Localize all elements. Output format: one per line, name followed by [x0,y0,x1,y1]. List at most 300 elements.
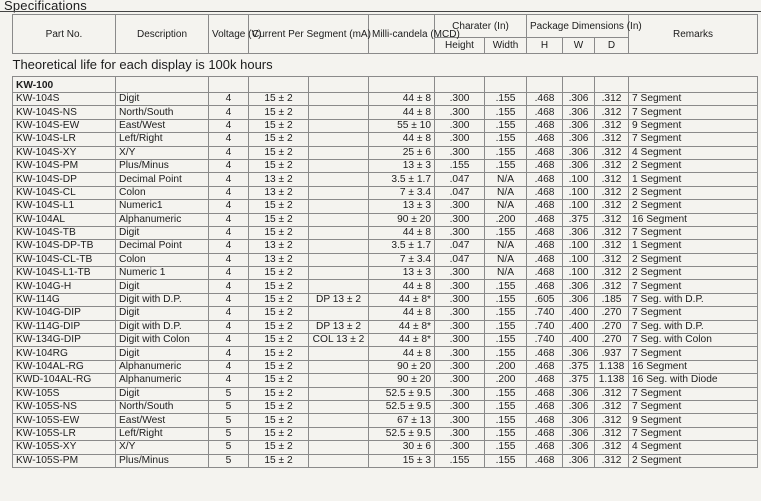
cell-millicandela: 67 ± 13 [369,414,435,427]
header-char-height: Height [435,38,485,54]
cell-description: North/South [116,400,209,413]
cell-char-height: .300 [435,427,485,440]
header-remarks: Remarks [629,15,758,54]
cell-char-width: .155 [485,387,527,400]
cell-package-d: .312 [595,267,629,280]
cell-remarks: 7 Seg. with Colon [629,334,758,347]
table-row [13,186,758,199]
cell-millicandela: 90 ± 20 [369,374,435,387]
cell-current: 15 ± 2 [249,320,309,333]
cell-package-d: .312 [595,186,629,199]
cell-description: Decimal Point [116,173,209,186]
cell-voltage: 4 [209,200,249,213]
cell-part-no: KW-104RG [13,347,116,360]
cell-package-w: .400 [563,307,595,320]
cell-remarks: 7 Segment [629,400,758,413]
cell-package-h: .468 [527,427,563,440]
cell-description: East/West [116,119,209,132]
cell-package-h: .740 [527,307,563,320]
cell-description: Digit [116,93,209,106]
cell-package-h: .468 [527,454,563,467]
cell-remarks: 2 Segment [629,454,758,467]
cell-package-h: .468 [527,240,563,253]
cell-part-no: KW-104S-PM [13,159,116,172]
cell-millicandela: 52.5 ± 9.5 [369,400,435,413]
cell-char-height: .300 [435,334,485,347]
cell-part-no: KW-104AL-RG [13,360,116,373]
cell-voltage: 5 [209,441,249,454]
header-part-no: Part No. [13,15,116,54]
cell-description: East/West [116,414,209,427]
cell-current: 15 ± 2 [249,441,309,454]
cell-char-height: .300 [435,133,485,146]
cell-current: 15 ± 2 [249,213,309,226]
cell-package-d: .312 [595,93,629,106]
cell-char-height: .047 [435,253,485,266]
cell-current-extra [309,106,369,119]
cell-current-extra [309,173,369,186]
cell-part-no: KW-104G-DIP [13,307,116,320]
header-millicandela: Milli-candela (MCD) [369,15,435,54]
cell-description: Left/Right [116,133,209,146]
cell-millicandela: 30 ± 6 [369,441,435,454]
cell-millicandela: 52.5 ± 9.5 [369,427,435,440]
cell-package-w: .306 [563,293,595,306]
cell-package-h: .468 [527,133,563,146]
cell-description: North/South [116,106,209,119]
cell-package-w: .306 [563,159,595,172]
cell-millicandela: 44 ± 8* [369,293,435,306]
cell-package-d: .312 [595,454,629,467]
cell-package-d: .270 [595,334,629,347]
cell-char-width: .200 [485,360,527,373]
cell-char-height: .300 [435,119,485,132]
cell-char-width: .155 [485,93,527,106]
cell-char-width: N/A [485,200,527,213]
cell-package-h: .468 [527,146,563,159]
cell-current: 15 ± 2 [249,293,309,306]
cell-char-width: .155 [485,347,527,360]
header-package-d: D [595,38,629,54]
cell-current-extra [309,159,369,172]
cell-current: 15 ± 2 [249,347,309,360]
cell-package-h: .605 [527,293,563,306]
cell-part-no: KW-114G [13,293,116,306]
cell-char-height: .155 [435,159,485,172]
cell-package-h: .468 [527,173,563,186]
cell-description: Digit [116,226,209,239]
table-row [13,200,758,213]
cell-current: 15 ± 2 [249,280,309,293]
cell-current-extra [309,280,369,293]
cell-millicandela: 44 ± 8 [369,93,435,106]
cell-char-height: .300 [435,93,485,106]
cell-voltage: 4 [209,253,249,266]
cell-package-h: .468 [527,267,563,280]
table-row [13,307,758,320]
series-label: KW-100 [13,77,116,93]
page-title: Specifications [4,0,88,13]
cell-package-w: .100 [563,200,595,213]
table-row [13,93,758,106]
cell-remarks: 7 Segment [629,347,758,360]
cell-remarks: 9 Segment [629,119,758,132]
cell-char-width: .155 [485,159,527,172]
cell-char-height: .300 [435,267,485,280]
cell-package-h: .468 [527,387,563,400]
cell-millicandela: 7 ± 3.4 [369,186,435,199]
table-row [13,253,758,266]
cell-millicandela: 90 ± 20 [369,360,435,373]
cell-description: Decimal Point [116,240,209,253]
cell-voltage: 5 [209,400,249,413]
cell-voltage: 4 [209,374,249,387]
cell-current: 15 ± 2 [249,334,309,347]
cell-current-extra: DP 13 ± 2 [309,320,369,333]
cell-current: 15 ± 2 [249,106,309,119]
cell-millicandela: 44 ± 8 [369,280,435,293]
cell-current-extra [309,441,369,454]
cell-char-width: .155 [485,454,527,467]
cell-part-no: KW-105S-PM [13,454,116,467]
cell-package-h: .468 [527,159,563,172]
cell-current-extra [309,374,369,387]
cell-current: 13 ± 2 [249,240,309,253]
cell-char-height: .300 [435,387,485,400]
cell-char-width: .155 [485,320,527,333]
cell-package-w: .375 [563,374,595,387]
cell-part-no: KW-104S [13,93,116,106]
cell-package-w: .400 [563,320,595,333]
cell-package-w: .100 [563,253,595,266]
cell-package-d: .270 [595,307,629,320]
cell-char-width: .155 [485,280,527,293]
cell-package-w: .306 [563,226,595,239]
cell-current-extra [309,240,369,253]
cell-current: 13 ± 2 [249,253,309,266]
cell-millicandela: 44 ± 8 [369,347,435,360]
cell-package-w: .306 [563,347,595,360]
cell-char-height: .300 [435,226,485,239]
cell-char-height: .300 [435,414,485,427]
cell-part-no: KW-104S-L1-TB [13,267,116,280]
cell-package-h: .468 [527,360,563,373]
cell-current: 15 ± 2 [249,159,309,172]
cell-millicandela: 25 ± 6 [369,146,435,159]
cell-char-height: .047 [435,240,485,253]
cell-current: 15 ± 2 [249,427,309,440]
cell-current-extra: DP 13 ± 2 [309,293,369,306]
cell-char-height: .300 [435,320,485,333]
cell-current-extra [309,360,369,373]
cell-char-height: .300 [435,400,485,413]
cell-char-width: N/A [485,240,527,253]
cell-millicandela: 13 ± 3 [369,267,435,280]
table-row [13,387,758,400]
cell-char-height: .300 [435,213,485,226]
cell-description: Digit with D.P. [116,293,209,306]
cell-remarks: 7 Segment [629,93,758,106]
cell-char-height: .300 [435,441,485,454]
cell-current-extra [309,253,369,266]
cell-package-d: .312 [595,146,629,159]
cell-remarks: 16 Segment [629,360,758,373]
header-char-width: Width [485,38,527,54]
cell-current-extra [309,307,369,320]
cell-description: Alphanumeric [116,360,209,373]
cell-package-w: .306 [563,93,595,106]
cell-current: 15 ± 2 [249,414,309,427]
cell-voltage: 4 [209,293,249,306]
table-row [13,427,758,440]
table-row [13,414,758,427]
cell-voltage: 4 [209,240,249,253]
cell-char-width: N/A [485,267,527,280]
cell-voltage: 4 [209,267,249,280]
cell-package-d: .312 [595,240,629,253]
table-row [13,106,758,119]
table-row [13,334,758,347]
table-row [13,293,758,306]
cell-package-d: .312 [595,133,629,146]
cell-part-no: KW-104S-DP-TB [13,240,116,253]
life-note: Theoretical life for each display is 100k hours [13,54,758,77]
cell-part-no: KW-105S [13,387,116,400]
cell-current: 15 ± 2 [249,133,309,146]
cell-current: 15 ± 2 [249,119,309,132]
cell-char-height: .047 [435,186,485,199]
cell-char-height: .300 [435,293,485,306]
cell-part-no: KW-105S-EW [13,414,116,427]
cell-package-w: .400 [563,334,595,347]
table-row [13,119,758,132]
cell-remarks: 7 Segment [629,280,758,293]
cell-voltage: 4 [209,159,249,172]
cell-package-d: 1.138 [595,360,629,373]
cell-voltage: 4 [209,173,249,186]
cell-part-no: KW-104S-TB [13,226,116,239]
cell-char-height: .300 [435,106,485,119]
cell-description: X/Y [116,146,209,159]
cell-part-no: KW-134G-DIP [13,334,116,347]
cell-voltage: 4 [209,334,249,347]
cell-current: 15 ± 2 [249,387,309,400]
cell-part-no: KW-104S-EW [13,119,116,132]
cell-current: 15 ± 2 [249,400,309,413]
cell-remarks: 1 Segment [629,240,758,253]
cell-part-no: KW-105S-NS [13,400,116,413]
cell-current: 15 ± 2 [249,267,309,280]
cell-package-w: .306 [563,133,595,146]
specifications-table [12,14,758,468]
cell-voltage: 4 [209,133,249,146]
cell-package-h: .468 [527,253,563,266]
cell-char-height: .300 [435,347,485,360]
cell-package-d: .185 [595,293,629,306]
cell-remarks: 4 Segment [629,146,758,159]
cell-package-d: .312 [595,441,629,454]
cell-char-width: .155 [485,427,527,440]
cell-remarks: 7 Segment [629,427,758,440]
cell-millicandela: 13 ± 3 [369,159,435,172]
cell-current-extra [309,427,369,440]
cell-char-width: N/A [485,253,527,266]
cell-char-width: .200 [485,374,527,387]
cell-voltage: 5 [209,427,249,440]
cell-char-height: .047 [435,173,485,186]
cell-current: 15 ± 2 [249,226,309,239]
cell-description: Numeric 1 [116,267,209,280]
cell-package-h: .468 [527,200,563,213]
cell-remarks: 2 Segment [629,200,758,213]
cell-package-h: .468 [527,347,563,360]
table-row [13,360,758,373]
cell-voltage: 4 [209,186,249,199]
cell-current-extra [309,347,369,360]
table-row [13,374,758,387]
cell-description: Colon [116,253,209,266]
cell-char-width: .155 [485,106,527,119]
table-row [13,159,758,172]
table-row [13,240,758,253]
header-voltage: Voltage (V) [209,15,249,54]
header-package-h: H [527,38,563,54]
cell-package-w: .306 [563,280,595,293]
cell-description: Digit [116,307,209,320]
cell-package-d: .312 [595,106,629,119]
cell-description: Digit with Colon [116,334,209,347]
cell-voltage: 4 [209,320,249,333]
cell-part-no: KW-104S-CL [13,186,116,199]
cell-remarks: 9 Segment [629,414,758,427]
cell-package-d: .312 [595,173,629,186]
cell-part-no: KW-104S-LR [13,133,116,146]
cell-description: Plus/Minus [116,454,209,467]
cell-millicandela: 15 ± 3 [369,454,435,467]
cell-millicandela: 44 ± 8* [369,320,435,333]
cell-current: 15 ± 2 [249,93,309,106]
cell-char-height: .300 [435,307,485,320]
cell-remarks: 2 Segment [629,267,758,280]
cell-package-w: .306 [563,414,595,427]
table-row [13,400,758,413]
cell-current-extra: COL 13 ± 2 [309,334,369,347]
cell-char-width: .155 [485,307,527,320]
cell-package-d: .312 [595,280,629,293]
cell-package-w: .100 [563,240,595,253]
header-character: Charater (In) [435,15,527,38]
cell-current: 15 ± 2 [249,360,309,373]
cell-part-no: KW-104S-CL-TB [13,253,116,266]
cell-current-extra [309,454,369,467]
cell-current-extra [309,186,369,199]
cell-package-d: .312 [595,213,629,226]
cell-part-no: KW-104S-DP [13,173,116,186]
cell-part-no: KW-105S-XY [13,441,116,454]
cell-package-h: .468 [527,106,563,119]
table-row [13,213,758,226]
cell-char-height: .300 [435,200,485,213]
cell-current: 13 ± 2 [249,186,309,199]
cell-voltage: 4 [209,307,249,320]
cell-package-w: .306 [563,441,595,454]
cell-package-w: .375 [563,360,595,373]
cell-package-d: .312 [595,200,629,213]
cell-package-d: .312 [595,387,629,400]
cell-description: Alphanumeric [116,213,209,226]
cell-remarks: 7 Segment [629,133,758,146]
cell-package-h: .740 [527,334,563,347]
cell-current-extra [309,400,369,413]
table-row [13,267,758,280]
cell-voltage: 4 [209,146,249,159]
cell-package-d: .312 [595,414,629,427]
cell-package-d: .312 [595,253,629,266]
table-row [13,280,758,293]
cell-current: 15 ± 2 [249,307,309,320]
cell-package-h: .468 [527,186,563,199]
cell-description: Numeric1 [116,200,209,213]
cell-voltage: 4 [209,119,249,132]
cell-remarks: 4 Segment [629,441,758,454]
cell-remarks: 2 Segment [629,159,758,172]
header-current: Current Per Segment (mA) [249,15,369,54]
cell-voltage: 4 [209,213,249,226]
cell-char-height: .155 [435,454,485,467]
cell-package-d: .312 [595,226,629,239]
cell-package-h: .468 [527,213,563,226]
table-row [13,226,758,239]
cell-voltage: 4 [209,106,249,119]
cell-package-h: .468 [527,93,563,106]
cell-remarks: 2 Segment [629,186,758,199]
cell-remarks: 1 Segment [629,173,758,186]
cell-remarks: 16 Segment [629,213,758,226]
cell-part-no: KWD-104AL-RG [13,374,116,387]
cell-description: Alphanumeric [116,374,209,387]
cell-part-no: KW-105S-LR [13,427,116,440]
cell-char-width: .155 [485,293,527,306]
cell-current: 13 ± 2 [249,173,309,186]
cell-package-d: .312 [595,119,629,132]
cell-millicandela: 44 ± 8 [369,307,435,320]
cell-voltage: 4 [209,360,249,373]
cell-char-height: .300 [435,374,485,387]
cell-package-w: .100 [563,173,595,186]
table-row [13,173,758,186]
cell-voltage: 4 [209,93,249,106]
cell-current-extra [309,200,369,213]
cell-char-width: .155 [485,119,527,132]
cell-package-d: .270 [595,320,629,333]
table-row [13,441,758,454]
cell-current: 15 ± 2 [249,200,309,213]
cell-package-w: .306 [563,119,595,132]
cell-char-height: .300 [435,360,485,373]
table-row [13,146,758,159]
cell-remarks: 16 Seg. with Diode [629,374,758,387]
cell-millicandela: 44 ± 8 [369,133,435,146]
cell-package-w: .306 [563,427,595,440]
cell-char-width: .155 [485,334,527,347]
table-row [13,454,758,467]
cell-description: Colon [116,186,209,199]
cell-part-no: KW-104S-XY [13,146,116,159]
cell-char-width: .155 [485,133,527,146]
cell-description: Left/Right [116,427,209,440]
cell-current: 15 ± 2 [249,146,309,159]
cell-current-extra [309,119,369,132]
